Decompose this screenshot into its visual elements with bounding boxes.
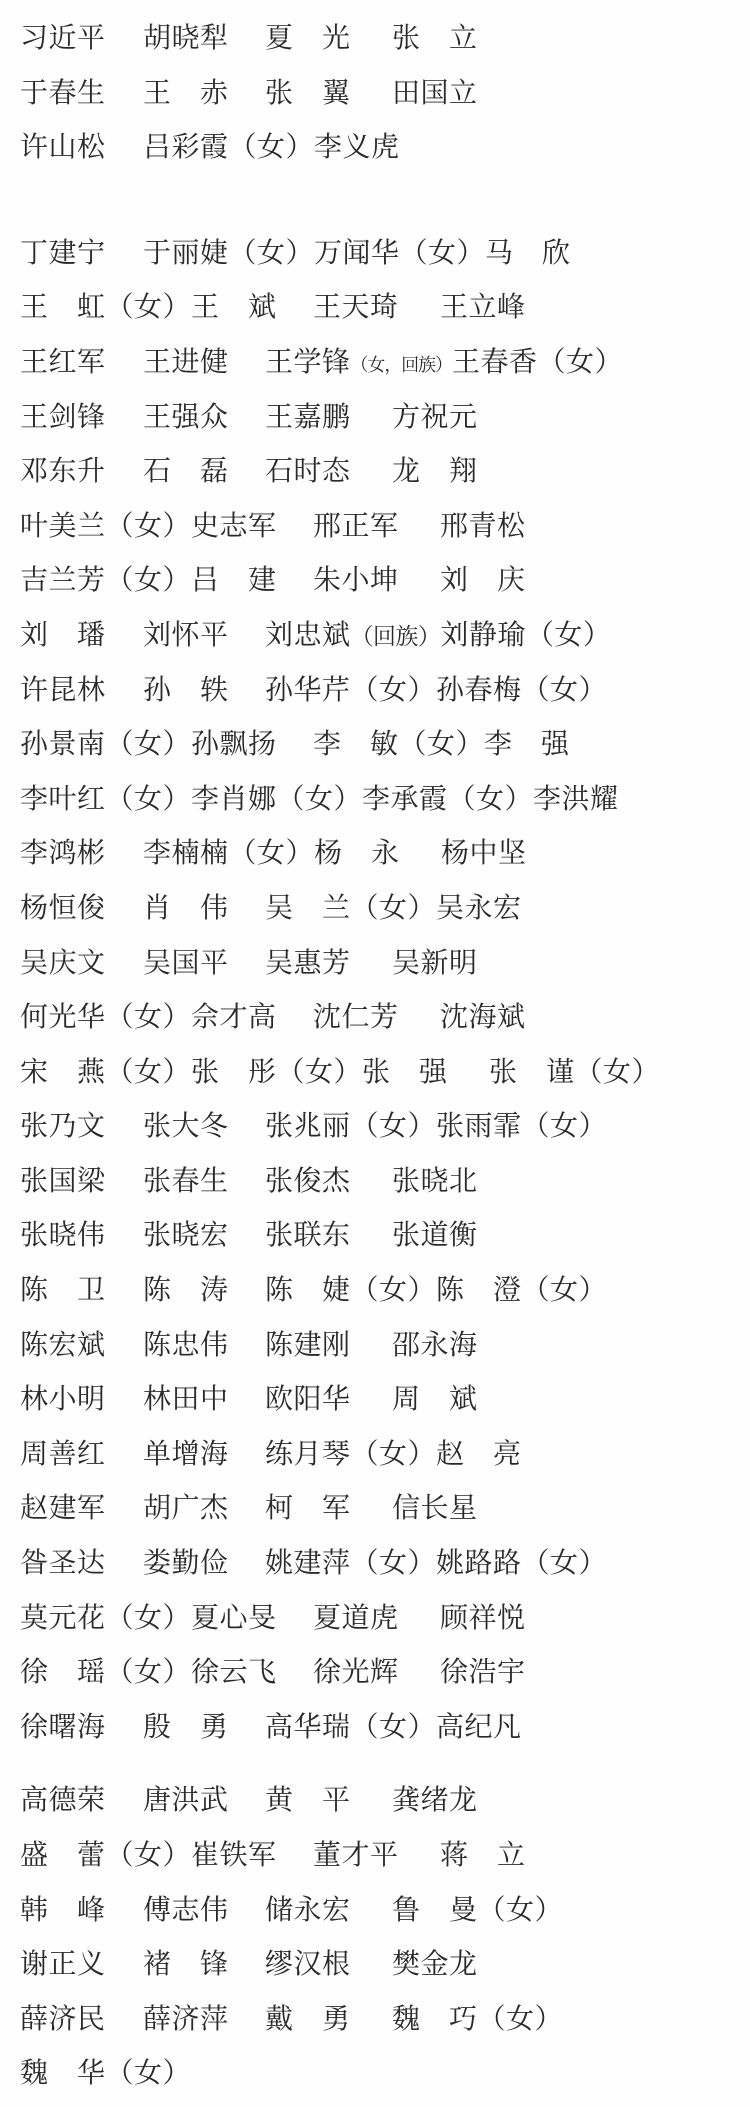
name-cell: 薛济萍 [143,2003,229,2035]
person-name: 王学锋 [265,346,351,378]
name-cell: 蒋 立 [440,1840,526,1871]
name-row [0,1884,750,1939]
name-cell: 徐 瑶（女） [20,1657,192,1689]
name-cell: 林田中 [143,1384,229,1416]
name-cell: 陈 婕（女） [265,1275,437,1307]
name-cell: 夏 光 [265,23,351,54]
name-row [0,827,750,882]
name-cell: 张国梁 [20,1165,106,1197]
name-cell: 陈建刚 [265,1329,351,1361]
name-cell: 傅志伟 [143,1894,229,1926]
name-cell: 沈海斌 [440,1002,526,1034]
name-cell: 李承霞（女） [362,783,534,815]
name-cell: 王强众 [143,401,229,433]
name-cell: 莫元花（女） [20,1602,192,1634]
name-row [0,67,750,122]
name-cell: 许山松 [20,132,106,164]
name-cell: 杨中坚 [441,838,527,870]
name-cell: 方祝元 [392,401,478,433]
name-row [0,718,750,773]
name-cell: 姚建萍（女） [265,1548,437,1580]
name-cell: 石 磊 [143,456,229,488]
name-group-3 [0,1774,750,2102]
name-cell: 薛济民 [20,2003,106,2035]
name-row [0,773,750,828]
name-cell: 樊金龙 [392,1949,478,1981]
name-cell: 李 强 [484,729,570,761]
name-cell [265,336,452,393]
name-cell: 高纪凡 [436,1711,522,1743]
gender-ethnicity-note: （女，回族） [350,354,452,375]
name-cell: 戴 勇 [265,2003,351,2035]
name-cell: 信长星 [392,1493,478,1525]
name-cell: 田国立 [392,77,478,109]
name-cell: 王春香（女） [451,346,623,378]
name-cell: 孙 轶 [143,674,229,706]
name-cell: 吕彩霞（女） [143,132,315,164]
name-row [0,1537,750,1592]
name-cell: 杨恒俊 [20,892,106,924]
name-row [0,1829,750,1884]
name-cell: 李楠楠（女） [143,838,315,870]
name-cell: 高华瑞（女） [265,1711,437,1743]
name-cell: 林小明 [20,1384,106,1416]
name-cell: 徐光辉 [313,1657,399,1689]
name-cell: 孙春梅（女） [436,674,608,706]
name-cell: 张雨霏（女） [436,1111,608,1143]
name-cell: 崔铁军 [191,1840,277,1871]
name-cell: 陈忠伟 [143,1329,229,1361]
name-cell: 唐洪武 [143,1785,229,1817]
name-cell: 吴国平 [143,947,229,979]
name-cell: 陈 涛 [143,1275,229,1307]
name-row [0,1701,750,1756]
name-cell: 何光华（女） [20,1002,192,1034]
name-cell: 史志军 [191,510,277,542]
name-cell: 张晓伟 [20,1220,106,1252]
name-cell: 盛 蕾（女） [20,1840,192,1871]
name-cell: 娄勤俭 [143,1548,229,1580]
name-cell: 王天琦 [313,292,399,324]
name-cell: 柯 军 [265,1493,351,1525]
name-cell: 单增海 [143,1438,229,1470]
name-cell: 孙景南（女） [20,729,192,761]
name-cell: 李洪耀 [533,783,619,815]
name-row [0,227,750,282]
name-cell: 储永宏 [265,1894,351,1926]
name-group-1 [0,12,750,176]
name-cell: 黄 平 [265,1785,351,1817]
name-cell: 赵建军 [20,1493,106,1525]
name-cell: 徐云飞 [191,1657,277,1689]
name-cell [265,609,440,665]
name-cell: 张大冬 [143,1111,229,1143]
name-cell: 刘 璠 [20,619,106,651]
name-cell: 王 斌 [191,292,277,324]
name-row [0,1774,750,1829]
name-cell: 邵永海 [392,1329,478,1361]
name-row [0,1938,750,1993]
name-cell: 陈宏斌 [20,1329,106,1361]
name-cell: 王 赤 [143,77,229,109]
name-cell: 张晓宏 [143,1220,229,1252]
name-cell: 张兆丽（女） [265,1111,437,1143]
name-cell: 缪汉根 [265,1949,351,1981]
name-row [0,12,750,67]
name-row [0,882,750,937]
name-cell: 鲁 曼（女） [392,1894,564,1926]
name-cell: 谢正义 [20,1949,106,1981]
name-cell: 于丽婕（女） [143,237,315,269]
name-cell: 石时态 [265,456,351,488]
name-cell: 吉兰芳（女） [20,565,192,597]
name-cell: 陈 卫 [20,1275,106,1307]
name-list [0,12,750,2102]
name-cell: 李鸿彬 [20,838,106,870]
name-cell: 李 敏（女） [313,729,485,761]
name-row [0,554,750,609]
name-cell: 夏道虎 [313,1602,399,1634]
name-row [0,937,750,992]
name-group-2 [0,227,750,1756]
name-cell: 王 虹（女） [20,292,192,324]
name-cell: 张晓北 [392,1165,478,1197]
name-cell: 于春生 [20,77,106,109]
name-row [0,991,750,1046]
name-cell: 殷 勇 [143,1711,229,1743]
name-cell: 孙飘扬 [191,729,277,761]
name-row [0,1428,750,1483]
name-row [0,664,750,719]
name-cell: 张乃文 [20,1111,106,1143]
name-row [0,2047,750,2102]
name-row [0,1209,750,1264]
name-cell: 刘静瑜（女） [440,619,612,651]
name-row [0,1319,750,1374]
name-cell: 夏心旻 [191,1602,277,1634]
name-cell: 许昆林 [20,674,106,706]
name-cell: 佘才高 [191,1002,277,1034]
name-cell: 张 强 [362,1056,448,1088]
name-cell: 顾祥悦 [440,1602,526,1634]
person-name: 刘忠斌 [265,619,351,651]
name-row [0,445,750,500]
name-row [0,1646,750,1701]
name-cell: 张俊杰 [265,1165,351,1197]
name-cell: 魏 华（女） [20,2058,192,2090]
name-cell: 昝圣达 [20,1548,106,1580]
name-cell: 李叶红（女） [20,783,192,815]
name-cell: 李义虎 [314,132,400,164]
name-cell: 王立峰 [440,292,526,324]
name-row [0,1155,750,1210]
name-row [0,391,750,446]
name-cell: 王进健 [143,346,229,378]
name-cell: 张 彤（女） [191,1056,363,1088]
name-cell: 李肖娜（女） [191,783,363,815]
name-cell: 周 斌 [392,1384,478,1416]
name-row [0,1264,750,1319]
name-cell: 邓东升 [20,456,106,488]
name-row [0,1482,750,1537]
name-cell: 丁建宁 [20,237,106,269]
name-cell: 吕 建 [191,565,277,597]
name-row [0,1100,750,1155]
name-cell: 胡广杰 [143,1493,229,1525]
name-cell: 肖 伟 [143,892,229,924]
name-cell: 张联东 [265,1220,351,1252]
name-cell: 胡晓犁 [143,23,229,54]
name-cell: 徐浩宇 [440,1657,526,1689]
name-row [0,1046,750,1101]
name-cell: 高德荣 [20,1785,106,1817]
name-cell: 吴永宏 [436,892,522,924]
name-cell: 杨 永 [314,838,400,870]
name-cell: 马 欣 [485,237,571,269]
gender-ethnicity-note: （回族） [350,623,441,649]
name-cell: 朱小坤 [313,565,399,597]
name-cell: 万闻华（女） [314,237,486,269]
name-row [0,1592,750,1647]
name-cell: 张 谨（女） [489,1056,661,1088]
name-cell: 张春生 [143,1165,229,1197]
name-cell: 刘 庆 [440,565,526,597]
name-cell: 吴庆文 [20,947,106,979]
name-row [0,609,750,664]
name-cell: 孙华芹（女） [265,674,437,706]
name-cell: 习近平 [20,23,106,54]
name-cell: 吴惠芳 [265,947,351,979]
name-cell: 刘怀平 [143,619,229,651]
name-cell: 邢青松 [440,510,526,542]
name-row [0,281,750,336]
name-cell: 龚绪龙 [392,1785,478,1817]
name-cell: 张道衡 [392,1220,478,1252]
name-cell: 龙 翔 [392,456,478,488]
name-cell: 张 翼 [265,77,351,109]
name-cell: 董才平 [313,1840,399,1871]
name-row [0,1373,750,1428]
name-cell: 韩 峰 [20,1894,106,1926]
name-row [0,121,750,176]
name-row [0,1993,750,2048]
name-cell: 徐曙海 [20,1711,106,1743]
name-row [0,500,750,555]
name-cell: 周善红 [20,1438,106,1470]
name-cell: 沈仁芳 [313,1002,399,1034]
name-cell: 邢正军 [313,510,399,542]
name-cell: 姚路路（女） [436,1548,608,1580]
name-cell: 吴新明 [392,947,478,979]
name-cell: 吴 兰（女） [265,892,437,924]
name-cell: 王剑锋 [20,401,106,433]
name-cell: 叶美兰（女） [20,510,192,542]
name-cell: 练月琴（女） [265,1438,437,1470]
name-cell: 魏 巧（女） [392,2003,564,2035]
name-cell: 王红军 [20,346,106,378]
name-cell: 赵 亮 [436,1438,522,1470]
name-cell: 褚 锋 [143,1949,229,1981]
name-cell: 陈 澄（女） [436,1275,608,1307]
name-row [0,336,750,391]
name-cell: 宋 燕（女） [20,1056,192,1088]
name-cell: 张 立 [392,23,478,54]
name-cell: 欧阳华 [265,1384,351,1416]
name-cell: 王嘉鹏 [265,401,351,433]
